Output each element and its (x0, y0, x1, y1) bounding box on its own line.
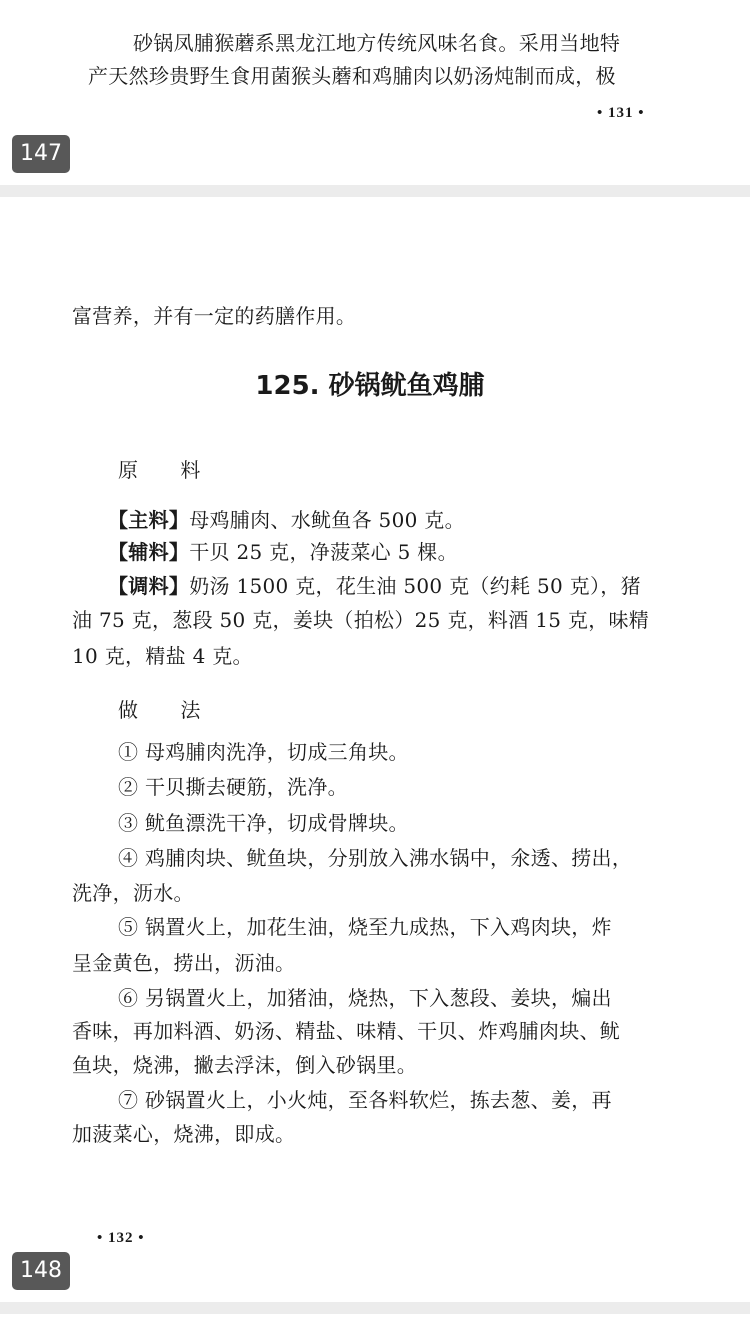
ingredient-main: 【主料】母鸡脯肉、水鱿鱼各 500 克。 (108, 508, 465, 532)
method-step: ⑥ 另锅置火上，加猪油，烧热，下入葱段、姜块，煸出 (118, 986, 612, 1010)
ingredient-seasoning-cont: 10 克，精盐 4 克。 (72, 644, 253, 668)
page-148 (0, 197, 750, 1302)
paragraph-continuation: 富营养，并有一定的药膳作用。 (72, 304, 357, 328)
method-step-cont: 加菠菜心，烧沸，即成。 (72, 1122, 296, 1146)
method-step: ⑤ 锅置火上，加花生油，烧至九成热，下入鸡肉块，炸 (118, 915, 612, 939)
ingredient-tag: 【主料】 (108, 508, 190, 532)
method-step-cont: 鱼块，烧沸，撇去浮沫，倒入砂锅里。 (72, 1053, 418, 1077)
paragraph-line: 砂锅凤脯猴蘑系黑龙江地方传统风味名食。采用当地特 (133, 31, 621, 55)
method-step: ⑦ 砂锅置火上，小火炖，至各料软烂，拣去葱、姜，再 (118, 1088, 612, 1112)
ingredient-seasoning-cont: 油 75 克，葱段 50 克，姜块（拍松）25 克，料酒 15 克，味精 (72, 608, 650, 632)
method-step: ② 干贝撕去硬筋，洗净。 (118, 775, 348, 799)
method-step: ④ 鸡脯肉块、鱿鱼块，分别放入沸水锅中，氽透、捞出， (118, 846, 633, 870)
ingredient-tag: 【调料】 (108, 574, 190, 598)
method-step: ① 母鸡脯肉洗净，切成三角块。 (118, 740, 409, 764)
page-badge-148: 148 (12, 1252, 70, 1290)
ingredient-seasoning: 【调料】奶汤 1500 克，花生油 500 克（约耗 50 克），猪 (108, 574, 641, 598)
method-heading: 做 法 (118, 698, 219, 722)
page-147 (0, 0, 750, 185)
page-separator (0, 1302, 750, 1314)
page-number: • 132 • (97, 1230, 145, 1246)
ingredient-tag: 【辅料】 (108, 540, 190, 564)
page-number: • 131 • (597, 105, 645, 121)
ingredient-aux: 【辅料】干贝 25 克，净菠菜心 5 棵。 (108, 540, 458, 564)
ingredients-heading: 原 料 (118, 458, 219, 482)
paragraph-line: 产天然珍贵野生食用菌猴头蘑和鸡脯肉以奶汤炖制而成，极 (88, 64, 616, 88)
page-badge-147: 147 (12, 135, 70, 173)
method-step-cont: 呈金黄色，捞出，沥油。 (72, 951, 296, 975)
page-separator (0, 185, 750, 197)
method-step-cont: 洗净，沥水。 (72, 881, 194, 905)
method-step-cont: 香味，再加料酒、奶汤、精盐、味精、干贝、炸鸡脯肉块、鱿 (72, 1019, 621, 1043)
method-step: ③ 鱿鱼漂洗干净，切成骨牌块。 (118, 811, 409, 835)
recipe-title: 125. 砂锅鱿鱼鸡脯 (255, 371, 485, 401)
